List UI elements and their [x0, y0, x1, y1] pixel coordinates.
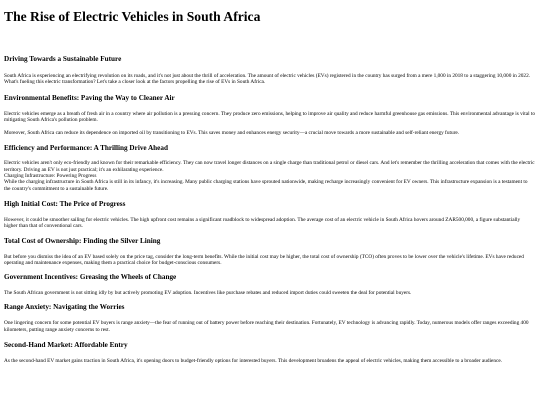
section-paragraph-environment-1: Electric vehicles emerge as a breath of fresh air in a country where air pollution is a pressing concern. They produce zero emissions, helping to improve air quality and reduce harmful greenhouse gas emissions. This environmental advantage is vital to mitigating South Africa's pollution problem. [4, 110, 535, 123]
section-heading-performance: Efficiency and Performance: A Thrilling Drive Ahead [4, 144, 168, 153]
performance-paragraph-text: Electric vehicles aren't only eco-friendly and known for their remarkable efficiency. They can now travel longer distances on a single charge than traditional petrol or diesel cars. And let's remember the thrilling acceleration that comes with the electric territory. Driving an EV is not just practical; it's an exhilarating experience. [4, 160, 535, 173]
page-title: The Rise of Electric Vehicles in South Africa [4, 9, 261, 24]
charging-infrastructure-subheading: Charging Infrastructure: Powering Progress [4, 173, 97, 180]
section-paragraph-cost: However, it could be smoother sailing for electric vehicles. The high upfront cost remains a significant roadblock to widespread adoption. The average cost of an electric vehicle in South Africa hovers around ZAR500,000, a figure substantially higher than that of conventional cars. [4, 216, 521, 230]
section-paragraph-incentives: The South African government is not sitting idly by but actively promoting EV adoption. Incentives like purchase rebates and reduced import duties could sweeten the deal for potential buyers. [4, 290, 412, 297]
article [0, 9, 540, 364]
charging-infrastructure-text: While the charging infrastructure in South Africa is still in its infancy, it's increasing. Many public charging stations have sprouted nationwide, making recharge increasingly convenient for EV owners. This infrastructure expansion is a testament to the country's commitment to a sustainable future. [4, 179, 528, 192]
section-heading-environment: Environmental Benefits: Paving the Way to Cleaner Air [4, 93, 175, 102]
section-paragraph-performance [4, 160, 535, 191]
section-heading-range: Range Anxiety: Navigating the Worries [4, 303, 125, 312]
section-heading-incentives: Government Incentives: Greasing the Wheels of Change [4, 273, 177, 282]
section-paragraph-tco: But before you dismiss the idea of an EV based solely on the price tag, consider the long-term benefits. While the initial cost may be higher, the total cost of ownership (TCO) often proves to be lower over the vehicle's lifetime. EVs have reduced operating and maintenance expenses, making them a practical choice for budget-conscious consumers. [4, 253, 524, 266]
section-paragraph-second-hand: As the second-hand EV market gains traction in South Africa, it's opening doors to budget-friendly options for interested buyers. This development broadens the appeal of electric vehicles, making them accessible to a broader audience. [4, 358, 503, 365]
section-paragraph-intro: South Africa is experiencing an electrifying revolution on its roads, and it's not just about the thrill of acceleration. The amount of electric vehicles (EVs) registered in the country has surged from a mere 1,000 in 2018 to a staggering 10,000 in 2022. What's fueling this electric transformation? Let's take a closer look at the factors propelling the rise of EVs in South Africa. [4, 73, 531, 86]
section-heading-tco: Total Cost of Ownership: Finding the Silver Lining [4, 236, 161, 245]
section-heading-second-hand: Second-Hand Market: Affordable Entry [4, 341, 128, 350]
section-paragraph-environment-2: Moreover, South Africa can reduce its dependence on imported oil by transitioning to EVs. This saves money and enhances energy security—a crucial move towards a more sustainable and self-reliant energy future. [4, 130, 460, 137]
section-paragraph-range: One lingering concern for some potential EV buyers is range anxiety—the fear of running out of battery power before reaching their destination. Fortunately, EV technology is advancing rapidly. Today, numerous models offer ranges exceeding 400 kilometers, putting range anxiety concerns to rest. [4, 320, 529, 333]
section-heading-intro: Driving Towards a Sustainable Future [4, 55, 122, 63]
section-heading-cost: High Initial Cost: The Price of Progress [4, 199, 126, 208]
